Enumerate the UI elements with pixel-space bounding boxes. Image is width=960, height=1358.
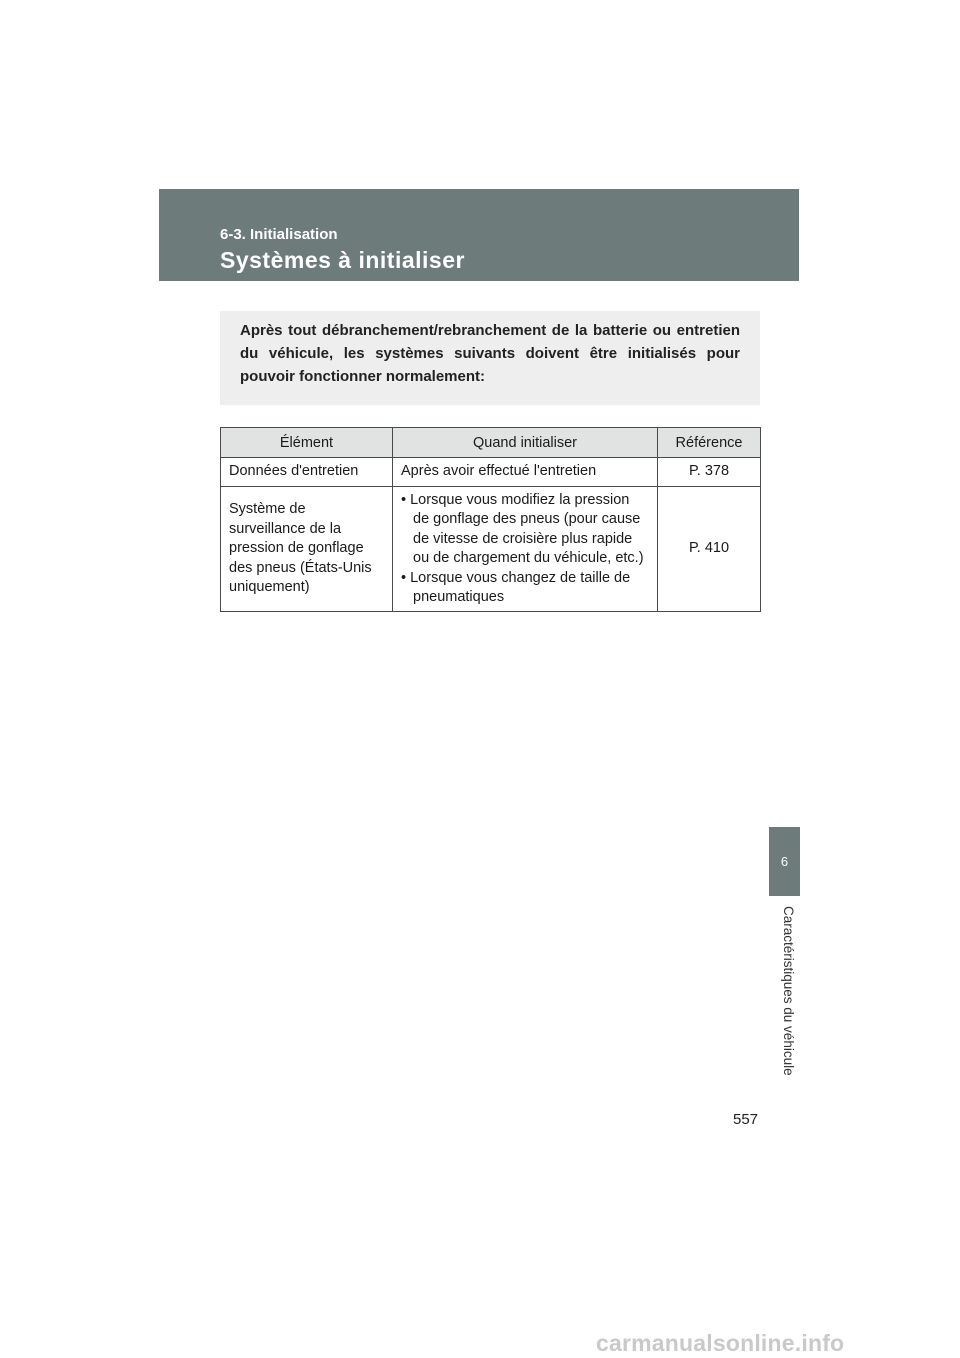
- page-number: 557: [733, 1111, 759, 1128]
- header-element: Élément: [221, 428, 393, 458]
- cell-element: Système de surveillance de la pression de gonflage des pneus (États-Unis uniquement): [221, 487, 393, 612]
- systems-table: [220, 427, 761, 612]
- list-item: • Lorsque vous modifiez la pression de gonflage des pneus (pour cause de vitesse de croisière plus rapide ou de chargement du véhicule, etc.): [401, 491, 649, 569]
- chapter-tab: [769, 827, 800, 896]
- intro-text: Après tout débranchement/rebranchement de la batterie ou entretien du véhicule, les systèmes suivants doivent être initialisés pour pouvoir fonctionner normalement:: [240, 322, 740, 385]
- table-row: [221, 458, 761, 487]
- chapter-number: 6: [780, 854, 789, 869]
- watermark: carmanualsonline.info: [596, 1330, 845, 1356]
- section-label: 6-3. Initialisation: [220, 226, 338, 243]
- cell-reference: P. 378: [658, 458, 761, 487]
- table-row: [221, 487, 761, 612]
- cell-when: Après avoir effectué l'entretien: [393, 458, 658, 487]
- header-when: Quand initialiser: [393, 428, 658, 458]
- cell-reference: P. 410: [658, 487, 761, 612]
- section-header-band: [159, 189, 799, 281]
- when-list: [401, 491, 649, 608]
- page-title: Systèmes à initialiser: [220, 247, 465, 273]
- table-header-row: [221, 428, 761, 458]
- chapter-title: Caractéristiques du véhicule: [781, 906, 796, 1076]
- list-item: • Lorsque vous changez de taille de pneumatiques: [401, 569, 649, 608]
- cell-when: [393, 487, 658, 612]
- cell-element: Données d'entretien: [221, 458, 393, 487]
- intro-box: [220, 311, 760, 405]
- header-reference: Référence: [658, 428, 761, 458]
